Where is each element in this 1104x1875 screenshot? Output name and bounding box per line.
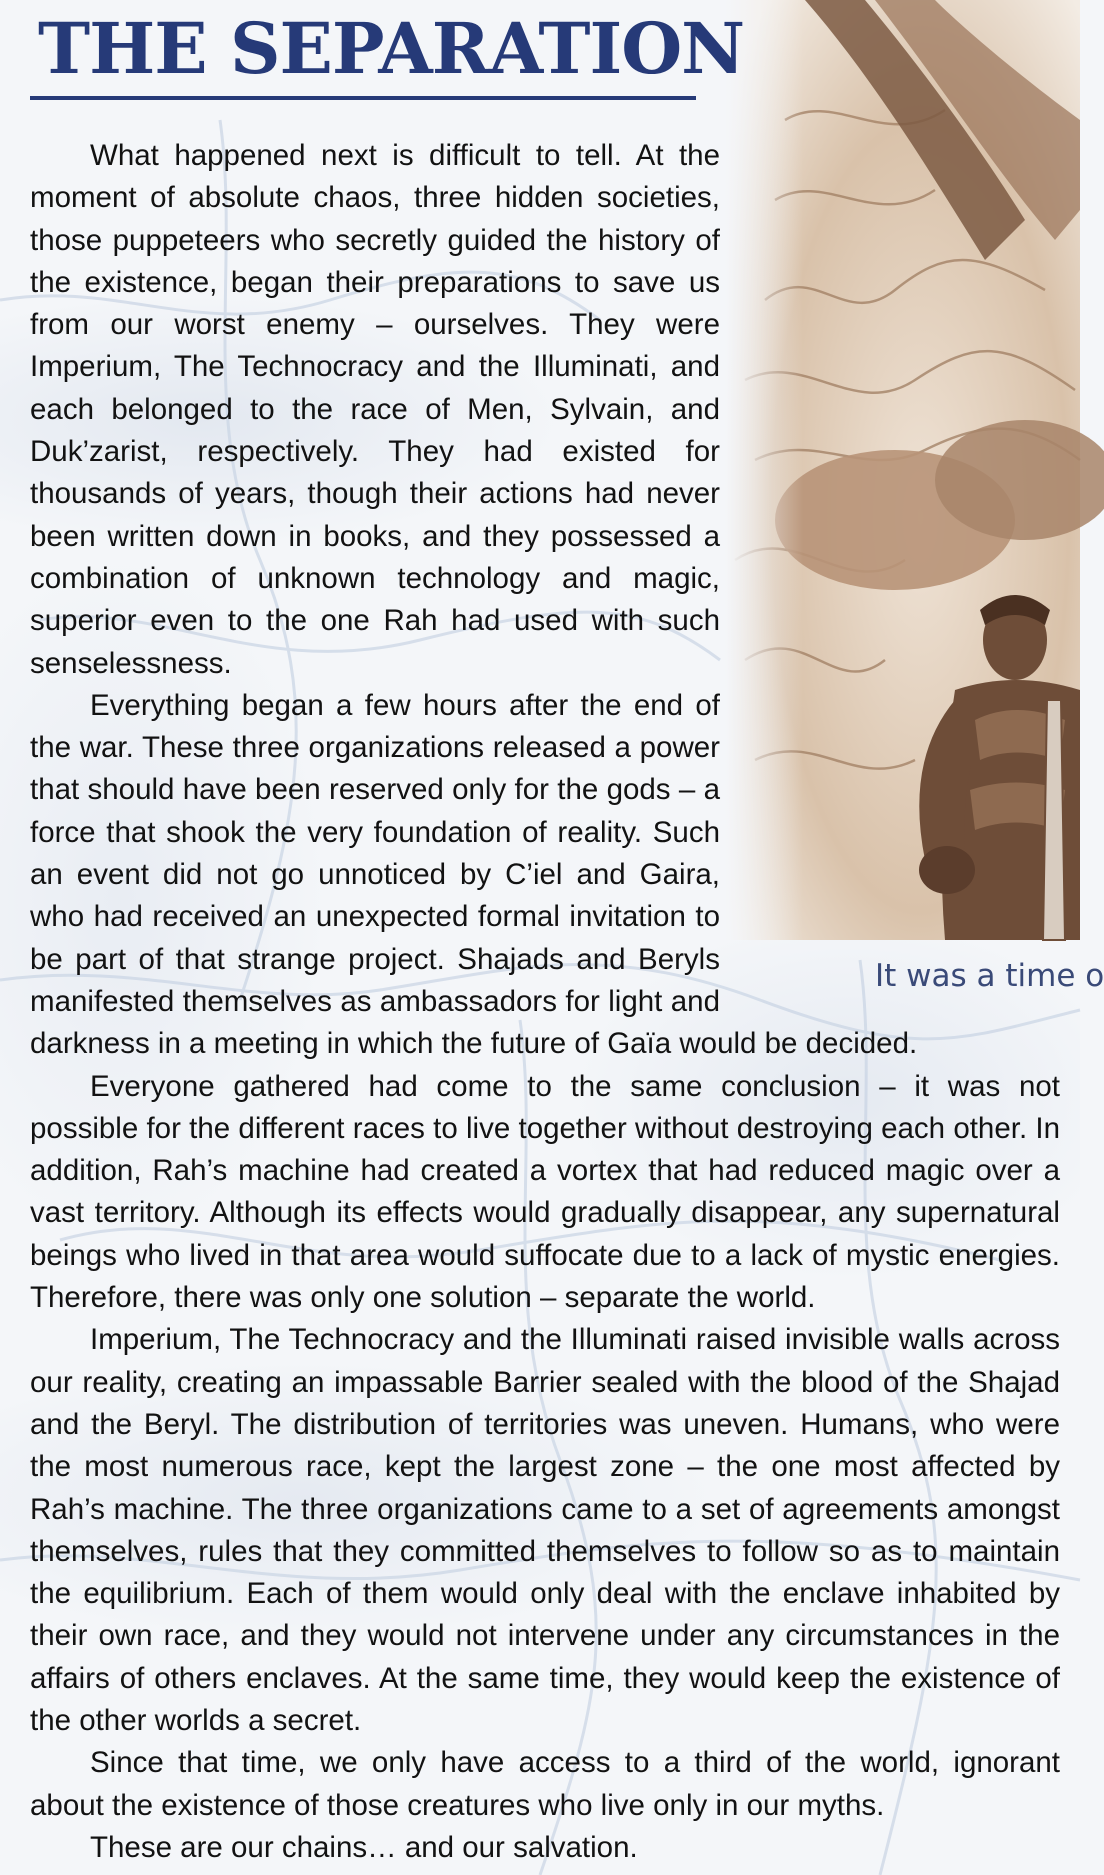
illustration-spacer bbox=[720, 135, 1060, 1005]
illustration-caption: It was a time o bbox=[875, 958, 1104, 994]
title-underline bbox=[30, 96, 696, 100]
page-title: THE SEPARATION bbox=[38, 7, 745, 90]
paragraph-2: Everything began a few hours after the end of the war. These three organizations released a power that should have been reserved only for the gods – a force that shook the very foundation of reality. Such an event did not go unnoticed by C’iel and Gaira, who had received an unexpected formal invitation to be part of that strange project. Shajads and Beryls manifested themselves as ambassadors for light and darkness in a meeting in which the future of Gaïa would be decided. bbox=[30, 688, 918, 1061]
body-text bbox=[30, 135, 1060, 1869]
paragraph-4: Imperium, The Technocracy and the Illuminati raised invisible walls across our reality, creating an impassable Barrier sealed with the blood of the Shajad and the Beryl. The distribution of territories was uneven. Humans, who were the most numerous race, kept the largest zone – the one most affected by Rah’s machine. The three organizations came to a set of agreements amongst themselves, rules that they committed themselves to follow so as to maintain the equilibrium. Each of them would only deal with the enclave inhabited by their own race, and they would not intervene under any circumstances in the affairs of others enclaves. At the same time, they would keep the existence of the other worlds a secret. bbox=[30, 1323, 1060, 1737]
paragraph-3: Everyone gathered had come to the same conclusion – it was not possible for the different races to live together without destroying each other. In addition, Rah’s machine had created a vortex that had reduced magic over a vast territory. Although its effects would gradually disappear, any supernatural beings who lived in that area would suffocate due to a lack of mystic energies. Therefore, there was only one solution – separate the world. bbox=[30, 1069, 1060, 1315]
paragraph-5: Since that time, we only have access to a third of the world, ignorant about the existence of those creatures who live only in our myths. bbox=[30, 1746, 1060, 1822]
paragraph-1: What happened next is difficult to tell. At the moment of absolute chaos, three hidden societies, those puppeteers who secretly guided the history of the existence, began their preparations to save us from our worst enemy – ourselves. They were Imperium, The Technocracy and the Illuminati, and each belonged to the race of Men, Sylvain, and Duk’zarist, respectively. They had existed for thousands of years, though their actions had never been written down in books, and they possessed a combination of unknown technology and magic, superior even to the one Rah had used with such senselessness. bbox=[30, 139, 720, 680]
paragraph-6: These are our chains… and our salvation. bbox=[90, 1830, 638, 1864]
